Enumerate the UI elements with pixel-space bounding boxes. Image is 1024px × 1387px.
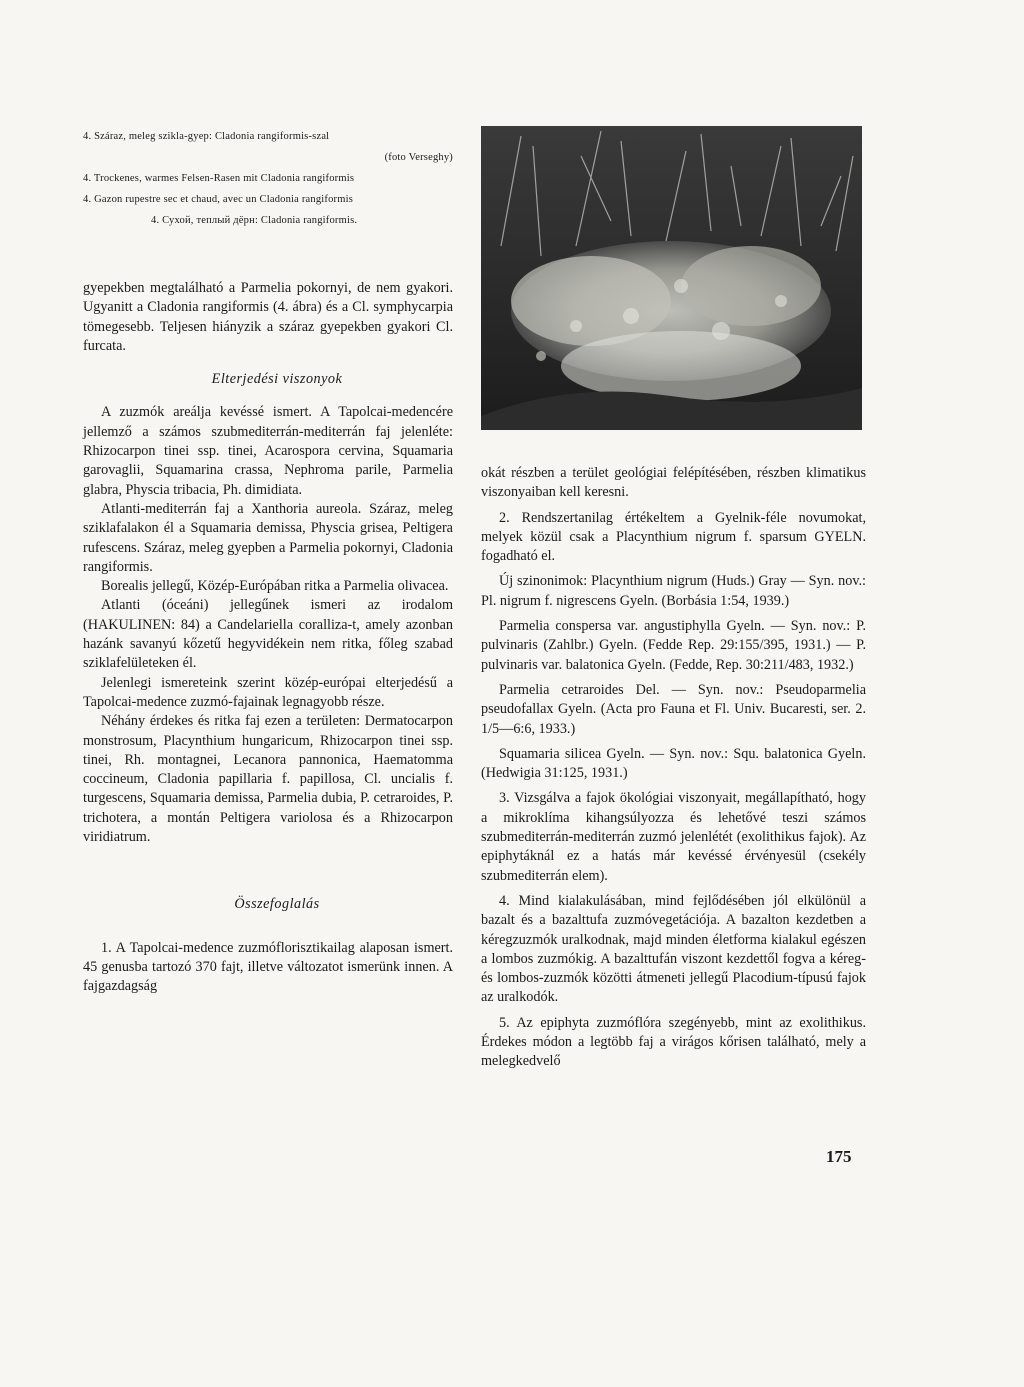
paragraph: 2. Rendszertanilag értékeltem a Gyelnik-féle novumokat, melyek közül csak a Placynthium nigrum f. sparsum GYELN. fogadható el. bbox=[481, 509, 866, 565]
lichen-photo bbox=[481, 126, 862, 430]
paragraph: Borealis jellegű, Közép-Európában ritka a Parmelia olivacea. bbox=[101, 578, 449, 595]
paragraph: Squamaria silicea Gyeln. — Syn. nov.: Squ. balatonica Gyeln. (Hedwigia 31:125, 1931.) bbox=[481, 745, 866, 782]
paragraph: Parmelia conspersa var. angustiphylla Gyeln. — Syn. nov.: P. pulvinaris (Zahlbr.) Gyeln. (Fedde Rep. 29:155/395, 1931.) — P. pulvinaris var. balatonica Gyeln. (Fedde, Rep. 30:211/483, 1932.) bbox=[481, 618, 866, 673]
paragraph: Jelenlegi ismereteink szerint közép-európai elterjedésű a Tapolcai-medence zuzmó-fajainak legnagyobb része. bbox=[83, 674, 453, 710]
caption-hu: 4. Száraz, meleg szikla-gyep: Cladonia rangiformis-szal bbox=[83, 131, 330, 142]
caption-fr: 4. Gazon rupestre sec et chaud, avec un Cladonia rangiformis bbox=[83, 194, 354, 205]
paragraph: Atlanti (óceáni) jellegűnek ismeri az irodalom (HAKULINEN: 84) a Candelariella coralliza-t, amely azonban hazánk savanyú kőzetű hegyvidékein nem ritka, főleg szabad sziklafelületeken él. bbox=[83, 597, 453, 672]
figure-caption bbox=[83, 126, 453, 231]
paragraph: A zuzmók areálja kevéssé ismert. A Tapolcai-medencére jellemző a számos szubmediterrán-mediterrán faj jelenléte: Rhizocarpon tinei ssp. tinei, Acarospora cervina, Squamaria garovaglii, Squamarina crassa, Nephroma parile, Parmelia glabra, Physcia tribacia, Ph. dimidiata. bbox=[83, 404, 453, 498]
left-column bbox=[83, 279, 453, 997]
page-number: 175 bbox=[826, 1147, 852, 1166]
right-column bbox=[481, 464, 866, 1072]
paragraph: Néhány érdekes és ritka faj ezen a területen: Dermatocarpon monstrosum, Placynthium hungaricum, Rhizocarpon tinei ssp. tinei, Rh. montagnei, Lecanora pannonica, Haematomma coccineum, Cladonia papillaria f. papillosa, Cl. uncialis f. turgescens, Squamaria demissa, Parmelia dubia, P. cetraroides, P. trichotera, a montán Peltigera variolosa és a Rhizocarpon viridiatrum. bbox=[83, 713, 453, 846]
caption-ru: 4. Сухой, теплый дёрн: Cladonia rangiformis. bbox=[151, 215, 358, 226]
caption-credit: (foto Verseghy) bbox=[384, 152, 453, 163]
paragraph: Atlanti-mediterrán faj a Xanthoria aureola. Száraz, meleg sziklafalakon él a Squamaria demissa, Physcia grisea, Peltigera rufescens. Száraz, meleg gyepben a Parmelia pokornyi, Cladonia rangiformis. bbox=[83, 500, 453, 575]
caption-de: 4. Trockenes, warmes Felsen-Rasen mit Cladonia rangiformis bbox=[83, 173, 355, 184]
paragraph: okát részben a terület geológiai felépítésében, részben klimatikus viszonyaiban kell keresni. bbox=[481, 465, 866, 501]
paragraph: gyepekben megtalálható a Parmelia pokornyi, de nem gyakori. Ugyanitt a Cladonia rangiformis (4. ábra) és a Cl. symphycarpia tömegesebb. Teljesen hiányzik a száraz gyepekben gyakori Cl. furcata. bbox=[83, 280, 453, 354]
paragraph: Új szinonimok: Placynthium nigrum (Huds.) Gray — Syn. nov.: Pl. nigrum f. nigrescens Gyeln. (Borbásia 1:54, 1939.) bbox=[481, 573, 866, 609]
section-heading-summary: Összefoglalás bbox=[234, 896, 320, 913]
paragraph: Parmelia cetraroides Del. — Syn. nov.: Pseudoparmelia pseudofallax Gyeln. (Acta pro Fauna et Fl. Univ. Bucaresti, ser. 2. 1/5—6:6, 1933.) bbox=[481, 681, 866, 737]
section-heading-distribution: Elterjedési viszonyok bbox=[211, 371, 343, 388]
photo-illustration bbox=[481, 126, 862, 430]
paragraph: 1. A Tapolcai-medence zuzmóflorisztikailag alaposan ismert. 45 genusba tartozó 370 fajt, illetve változatot ismerünk innen. A fajgazdagság bbox=[83, 939, 453, 995]
paragraph: 5. Az epiphyta zuzmóflóra szegényebb, mint az exolithikus. Érdekes módon a legtöbb faj a virágos kőrisen található, mely a melegkedvelő bbox=[481, 1014, 866, 1070]
paragraph: 4. Mind kialakulásában, mind fejlődésében jól elkülönül a bazalt és a bazalttufa zuzmóvegetációja. A bazalton kezdetben a kéregzuzmók uralkodnak, majd minden életforma kialakul egészen a lombos zuzmókig. A bazalttufán viszont kezdettől fogva a kéreg- és lombos-zuzmók közötti átmeneti jellegű Placodium-típusú fajok az uralkodók. bbox=[481, 892, 866, 1006]
paragraph: 3. Vizsgálva a fajok ökológiai viszonyait, megállapítható, hogy a mikroklíma kihangsúlyozza és lehetővé teszi számos szubmediterrán-mediterrán zuzmó jelenlétét (exolithikus fajok). Az epiphytáknál ez a hatás már kevéssé érvényesül (csekély szubmediterrán elem). bbox=[481, 790, 866, 884]
